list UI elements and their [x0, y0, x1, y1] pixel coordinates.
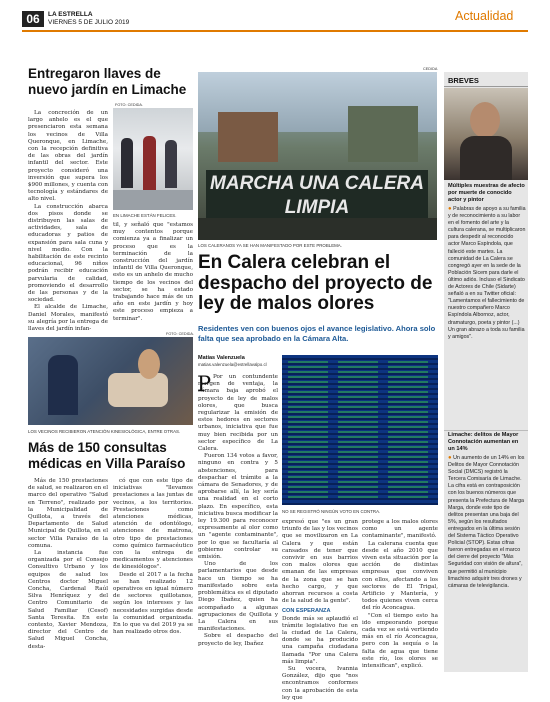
protest-banner: MARCHA UNA CALERA LIMPIA [206, 170, 428, 220]
breves-rule-2 [444, 430, 528, 431]
actor-photo [444, 88, 528, 180]
paper-name: LA ESTRELLA [48, 11, 93, 18]
breve-2-body: ● Un aumento de un 14% en los Delitos de Mayor Connotación Social (DMCS) registró la Tercera Comisaría de Limache. La cifra está en contraposición con los buenos números que presenta la Prefectura de Marga Marga, donde este tipo de delitos presentan una baja del 5%, según los resultados entregados en la última sesión del Sistema Táctico Operativo Policial (STOP). Estas cifras fueron entregadas en el marco del cierre del proyecto "Más Seguridad con visión de altura", que permitió al municipio limachino adquirir tres drones y cámaras de televigilancia. [448, 455, 525, 589]
vote-screen-photo [282, 355, 438, 505]
protest-caption: LOS CALERANOS YA SE HAN MANIFESTADO POR ESTE PROBLEMA. [198, 243, 342, 248]
main-article-col3: protege a los malos olores como un agente contaminante", manifestó. La calerana cuenta que desde el año 2010 que viven esta situación por la acción de distintas empresas que conviven con ellos, afectando a los sectores de El Trigal, Artificio y Mantería, y todos quienes viven cerca del río Aconcagua. "Con el tiempo esto ha ido empeorando porque cada vez se está vertiendo más en el río Aconcagua, pero con la sequía o la falta de agua que tiene este río, los olores se intensifican", explicó. [362, 519, 438, 670]
author-name: Matías Valenzuela [198, 355, 245, 361]
protest-photo [198, 72, 437, 240]
villa-paraiso-photo [28, 337, 193, 425]
vote-screen-caption: NO SE REGISTRÓ NINGÚN VOTO EN CONTRA. [282, 509, 381, 514]
breves-rule [444, 86, 528, 87]
villa-paraiso-caption: LOS VECINOS RECIBIERON ATENCIÓN KINESIOLÓGICA, ENTRE OTRAS. [28, 429, 181, 434]
photo-credit-2: FOTO: CEDIDA. [166, 332, 194, 336]
main-article-col1: Por un contundente margen de ventaja, la cámara baja aprobó el proyecto de ley de malos olores, que busca regularizar la emisión de estos hedores en sectores urbanos, iniciativa que fue muy bien recibida por un sector específico de La Calera. Fueron 134 votos a favor, ninguno en contra y 5 abstenciones, para despachar el trámite a la cámara de Senadores, y de aprobarse allí, la ley sería una realidad en el corto plazo. En específico, esta iniciativa busca modificar la ley 19.300 para reconocer expresamente al olor como un "agente contaminante", por lo que se facultaría al gobierno controlar su emisión. Uno de los parlamentarios que desde hace un tiempo se ha manifestado sobre esta problemática es el diputado Diego Ibañez, quien ha acompañado a algunas agrupaciones de Quillota y La Calera en sus manifestaciones. Sobre el despacho del proyecto de ley, Ibañez [198, 374, 278, 647]
page-number: 06 [22, 11, 44, 27]
photo-credit: FOTO: CEDIDA. [115, 103, 143, 107]
main-article-subtitle: Residentes ven con buenos ojos el avance legislativo. Ahora solo falta que sea aprobado en la Cámara Alta. [198, 324, 436, 343]
breves-title: BREVES [448, 76, 479, 85]
article-villa-paraiso-title: Más de 150 consultas médicas en Villa Paraíso [28, 440, 186, 471]
main-article-col2: expresó que "es un gran triunfo de las y los vecinos que se movilizaron en La Calera y que están cansados de tener que convivir en sus barrios con malos olores que emanan de las empresas de la zona que se han hecho cargo, y que ahorran recursos a costa de la salud de la gente". CON ESPERANZA Donde más se aplaudió el trámite legislativo fue en la ciudad de La Calera, donde se ha producido una campaña ciudadana llamada "Por una Calera más limpia". Su vocera, Ivannia González, dijo que "nos encontramos conformes con la aprobación de esta ley que [282, 519, 358, 701]
breve-1-body: ● Palabras de apoyo a su familia y de reconocimiento a su labor en el fomento del arte y la cultura calerana, se multiplicaron para despedir al reconocido actor Marco Espíndola, que falleció este martes. La comunidad de La Calera se congregó ayer en la sede de la Población Sicem para darle el último adiós. Incluso el Sindicato de Actores de Chile (Sidarte) señaló a en su Twitter oficial: "Lamentamos el fallecimiento de nuestro compañero Marco Espíndola Albornoz, actor, dramaturgo, poeta y pintor (...) Un gran abrazo a toda su familia y amigos". [448, 206, 526, 340]
main-article-title: En Calera celebran el despacho del proyecto de ley de malos olores [198, 252, 433, 314]
drop-cap: P [197, 372, 212, 396]
author-email: matias.valenzuela@estrellavalpo.cl [198, 362, 267, 367]
bullet-icon: ● [448, 206, 452, 212]
header-rule [22, 30, 528, 32]
section-title: Actualidad [455, 9, 514, 23]
breve-1-headline: Múltiples muestras de afecto por muerte de conocido actor y pintor [448, 183, 525, 203]
bullet-icon: ● [448, 455, 452, 461]
edition-date: VIERNES 5 DE JULIO 2019 [48, 19, 130, 26]
main-photo-credit: CEDIDA [423, 67, 438, 71]
article-villa-paraiso-col1: Más de 150 prestaciones de salud, se realizaron en el marco del operativo "Salud en Terreno", realizado por la Municipalidad de Quillota, a través del Departamento de Salud Municipal de Quillota, en el sector Villa Paraíso de la comuna. La instancia fue organizada por el Consejo Consultivo Urbano y los equipos de salud los Centros doctor Miguel Concha, Cardenal Raúl Silva Henríquez y del Centro Comunitario de Salud Familiar (Cesof) Santa Teresita. En este contexto, Xavier Mendoza, director del Centro de Salud Miguel Concha, desta- [28, 478, 108, 650]
article-villa-paraiso-col2: có que con este tipo de iniciativas "llevamos prestaciones a las juntas de vecinos, a los territorios. Prestaciones como atenciones médicas, atención de odontólogo, atenciones de matrona, otro tipo de prestaciones como químico farmacéutico con la entrega de medicamentos y atenciones de kinesiólogos". Desde el 2017 a la fecha se han realizado 12 operativos en igual número de sectores quillotanos, según los intereses y las necesidades surgidas desde la comunidad organizada. En lo que va del 2019 ya se han realizado otros dos. [113, 478, 193, 636]
breve-2-headline: Limache: delitos de Mayor Connotación aumentan en un 14% [448, 432, 519, 452]
article-limache-title: Entregaron llaves de nuevo jardín en Limache [28, 66, 187, 97]
limache-photo-caption: EN LIMACHE ESTÁN FELICES. [113, 213, 177, 218]
article-limache-col2: til, y señaló que "estamos muy contentos porque comienza ya a finalizar un proceso que es la terminación de la construcción del jardín infantil de Villa Queronque, esto es un anhelo de mucho tiempo de los vecinos del sector, se ha estado trabajando hace más de un año en este jardín y hoy este proceso empieza a terminar". [113, 222, 193, 322]
subhead-con-esperanza: CON ESPERANZA [282, 608, 331, 615]
limache-photo [113, 108, 193, 210]
article-limache-col1: La concreción de un largo anhelo es el que presenciaron esta semana los vecinos de Villa Queronque, en Limache, con la recepción definitiva de las obras del jardín infantil del sector. Este proyecto consideró una inversión que supera los $900 millones, y cuenta con tecnología y estándares de alto nivel. La construcción abarca dos pisos donde se distribuyen las salas de actividades, sala de educadoras y patios de expansión para sala cuna y nivel medio. Con la habilitación de este recinto educacional, 96 niños podrán recibir educación parvularia de calidad, promoviendo el desarrollo de las personas y de la sociedad. El alcalde de Limache, Daniel Morales, manifestó su alegría por la entrega de llaves del jardín infan- [28, 110, 108, 333]
